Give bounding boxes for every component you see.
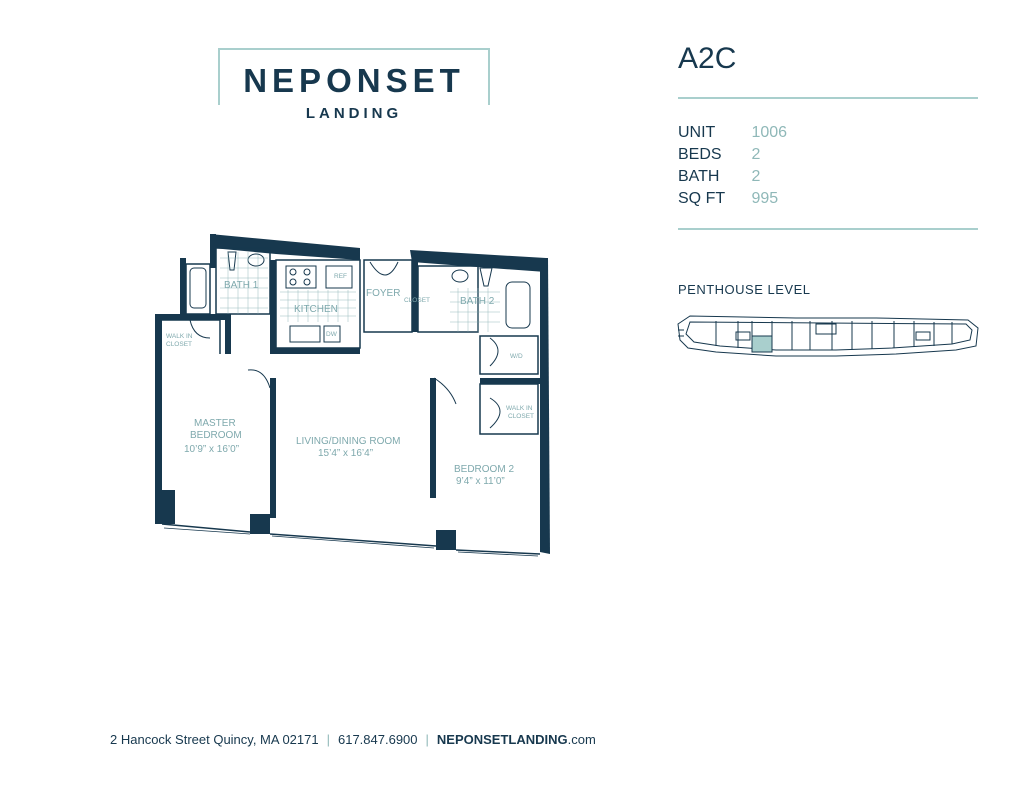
label-foyer: FOYER [366,288,401,299]
floor-plan [150,228,560,568]
label-walkin2-a: WALK IN [506,405,533,412]
label-master-dim: 10’9” x 16’0” [184,444,240,455]
key-plan [676,310,980,362]
label-wd: W/D [510,353,523,360]
label-kitchen: KITCHEN [294,304,338,315]
label-closet: CLOSET [404,297,431,304]
highlighted-unit [752,336,772,352]
spec-label: SQ FT [678,190,726,207]
brand-sub-wrap [218,105,490,125]
spec-row-unit [678,122,787,144]
spec-label: BATH [678,168,720,185]
label-master-a: MASTER [194,418,236,429]
footer-web-suffix[interactable]: .com [567,732,596,747]
footer-separator: | [425,732,429,747]
spec-value: 2 [751,168,761,185]
label-walkin1-a: WALK IN [166,333,193,340]
footer-separator: | [326,732,330,747]
spec-row-sqft [678,188,787,210]
unit-specs [678,122,787,210]
label-dw: DW [326,331,337,338]
spec-row-bath [678,166,787,188]
spec-row-beds [678,144,787,166]
specs-divider [678,228,978,230]
level-label: PENTHOUSE LEVEL [678,282,811,297]
label-ref: REF [334,273,347,280]
label-bath1: BATH 1 [224,280,259,291]
spec-value: 1006 [751,124,788,141]
footer-phone[interactable]: 617.847.6900 [337,732,418,747]
spec-label: UNIT [678,124,716,141]
label-bedroom2: BEDROOM 2 [454,464,515,475]
brand-logo [218,48,490,122]
spec-value: 2 [751,146,761,163]
unit-title: A2C [678,42,737,75]
label-living-dim: 15’4” x 16’4” [318,448,374,459]
footer-address: 2 Hancock Street Quincy, MA 02171 [110,732,319,747]
footer-web-bold[interactable]: NEPONSETLANDING [436,732,568,747]
title-divider [678,97,978,99]
label-walkin2-b: CLOSET [508,413,535,420]
label-bath2: BATH 2 [460,296,495,307]
label-walkin1-b: CLOSET [166,341,193,348]
label-living: LIVING/DINING ROOM [296,436,401,447]
brand-sub: LANDING [305,105,403,122]
spec-value: 995 [751,190,779,207]
brand-name: NEPONSET [243,62,465,99]
footer [110,732,596,747]
spec-label: BEDS [678,146,722,163]
label-master-b: BEDROOM [190,430,242,441]
label-bedroom2-dim: 9’4” x 11’0” [456,476,505,487]
